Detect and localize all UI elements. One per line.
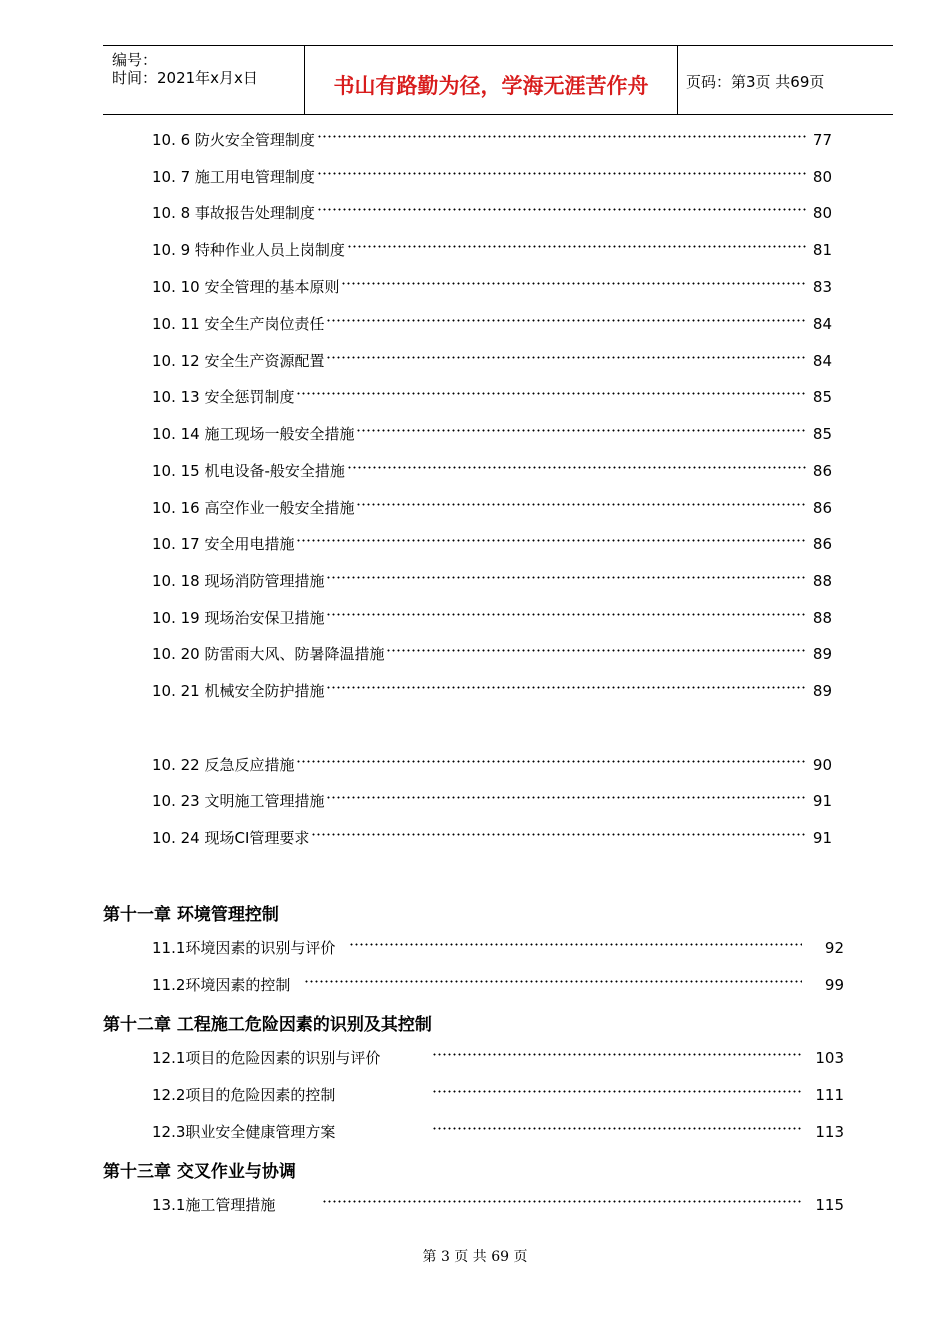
- header-page-number: 页码：第3页 共69页: [686, 73, 825, 91]
- toc-entry-page: 99: [824, 976, 844, 994]
- toc-entry-page: 84: [812, 352, 832, 370]
- toc-entry: [152, 1047, 844, 1069]
- toc-leader-dots: [317, 208, 806, 211]
- toc-leader-dots: [326, 576, 806, 579]
- toc-leader-dots: [317, 135, 806, 138]
- toc-leader-dots: [322, 1200, 802, 1203]
- toc-entry-label: 11.1环境因素的识别与评价: [152, 939, 336, 957]
- toc-entry-page: 80: [812, 204, 832, 222]
- toc-entry-label: 10. 11 安全生产岗位责任: [152, 315, 325, 333]
- toc-entry: [152, 790, 832, 812]
- toc-entry-page: 86: [812, 462, 832, 480]
- toc-entry: [152, 680, 832, 702]
- toc-entry-page: 90: [812, 756, 832, 774]
- toc-entry-label: 10. 18 现场消防管理措施: [152, 572, 325, 590]
- toc-leader-dots: [432, 1053, 802, 1056]
- toc-leader-dots: [386, 649, 806, 652]
- toc-entry: [152, 1194, 844, 1216]
- chapter-heading: 第十一章 环境管理控制: [103, 905, 279, 925]
- document-time-label: 时间：2021年x月x日: [112, 69, 258, 87]
- toc-entry-page: 89: [812, 645, 832, 663]
- toc-leader-dots: [296, 760, 806, 763]
- toc-entry-label: 10. 7 施工用电管理制度: [152, 168, 315, 186]
- toc-entry-label: 12.2项目的危险因素的控制: [152, 1086, 336, 1104]
- toc-leader-dots: [356, 429, 806, 432]
- toc-entry: [152, 754, 832, 776]
- toc-entry-label: 12.1项目的危险因素的识别与评价: [152, 1049, 381, 1067]
- toc-entry-label: 12.3职业安全健康管理方案: [152, 1123, 336, 1141]
- toc-leader-dots: [347, 245, 806, 248]
- toc-entry: [152, 1121, 844, 1143]
- chapter-heading: 第十三章 交叉作业与协调: [103, 1162, 296, 1182]
- toc-entry-page: 80: [812, 168, 832, 186]
- toc-entry: [152, 313, 832, 335]
- toc-entry-label: 10. 6 防火安全管理制度: [152, 131, 315, 149]
- toc-leader-dots: [347, 466, 806, 469]
- toc-entry-label: 10. 9 特种作业人员上岗制度: [152, 241, 345, 259]
- toc-entry: [152, 202, 832, 224]
- toc-entry-label: 10. 10 安全管理的基本原则: [152, 278, 340, 296]
- toc-entry-page: 88: [812, 609, 832, 627]
- toc-entry-page: 86: [812, 535, 832, 553]
- toc-entry-page: 91: [812, 829, 832, 847]
- toc-entry-label: 10. 23 文明施工管理措施: [152, 792, 325, 810]
- toc-entry-label: 10. 21 机械安全防护措施: [152, 682, 325, 700]
- toc-entry: [152, 239, 832, 261]
- toc-leader-dots: [296, 539, 806, 542]
- toc-leader-dots: [311, 833, 806, 836]
- toc-leader-dots: [326, 613, 806, 616]
- toc-entry-page: 92: [824, 939, 844, 957]
- toc-entry-page: 85: [812, 388, 832, 406]
- toc-leader-dots: [356, 503, 806, 506]
- toc-entry-page: 88: [812, 572, 832, 590]
- toc-leader-dots: [296, 392, 806, 395]
- toc-entry-label: 10. 19 现场治安保卫措施: [152, 609, 325, 627]
- toc-entry: [152, 607, 832, 629]
- toc-entry-label: 10. 12 安全生产资源配置: [152, 352, 325, 370]
- toc-entry-label: 10. 13 安全惩罚制度: [152, 388, 295, 406]
- toc-leader-dots: [432, 1127, 802, 1130]
- toc-entry: [152, 423, 832, 445]
- toc-leader-dots: [432, 1090, 802, 1093]
- toc-entry-page: 85: [812, 425, 832, 443]
- slogan: 书山有路勤为径，学海无涯苦作舟: [333, 73, 649, 98]
- toc-entry-page: 77: [812, 131, 832, 149]
- toc-entry: [152, 570, 832, 592]
- toc-entry-page: 111: [815, 1086, 844, 1104]
- toc-entry: [152, 937, 844, 959]
- page-footer: 第 3 页 共 69 页: [422, 1249, 528, 1265]
- toc-entry: [152, 276, 832, 298]
- toc-entry-label: 10. 15 机电设备-般安全措施: [152, 462, 345, 480]
- toc-entry: [152, 386, 832, 408]
- toc-entry-label: 11.2环境因素的控制: [152, 976, 291, 994]
- toc-entry-label: 10. 14 施工现场一般安全措施: [152, 425, 355, 443]
- toc-leader-dots: [341, 282, 806, 285]
- toc-entry: [152, 497, 832, 519]
- toc-leader-dots: [349, 943, 802, 946]
- toc-entry-label: 10. 24 现场CI管理要求: [152, 829, 310, 847]
- toc-entry-label: 10. 22 反急反应措施: [152, 756, 295, 774]
- toc-entry-label: 10. 20 防雷雨大风、防暑降温措施: [152, 645, 385, 663]
- toc-entry-page: 115: [815, 1196, 844, 1214]
- toc-entry: [152, 827, 832, 849]
- toc-entry-page: 89: [812, 682, 832, 700]
- toc-entry-label: 13.1施工管理措施: [152, 1196, 276, 1214]
- toc-entry: [152, 643, 832, 665]
- toc-leader-dots: [304, 980, 802, 983]
- toc-leader-dots: [317, 172, 806, 175]
- toc-leader-dots: [326, 686, 806, 689]
- chapter-heading: 第十二章 工程施工危险因素的识别及其控制: [103, 1015, 432, 1035]
- toc-entry-page: 86: [812, 499, 832, 517]
- toc-entry: [152, 350, 832, 372]
- toc-entry: [152, 974, 844, 996]
- toc-entry: [152, 533, 832, 555]
- toc-entry-page: 84: [812, 315, 832, 333]
- toc-entry: [152, 129, 832, 151]
- toc-entry-page: 103: [815, 1049, 844, 1067]
- toc-entry-label: 10. 8 事故报告处理制度: [152, 204, 315, 222]
- toc-entry-label: 10. 17 安全用电措施: [152, 535, 295, 553]
- toc-leader-dots: [326, 319, 806, 322]
- toc-entry-page: 83: [812, 278, 832, 296]
- toc-entry: [152, 166, 832, 188]
- toc-leader-dots: [326, 356, 806, 359]
- toc-leader-dots: [326, 796, 806, 799]
- toc-entry-page: 81: [812, 241, 832, 259]
- toc-entry: [152, 1084, 844, 1106]
- toc-entry: [152, 460, 832, 482]
- document-number-label: 编号：: [112, 51, 158, 69]
- toc-entry-page: 113: [815, 1123, 844, 1141]
- toc-entry-page: 91: [812, 792, 832, 810]
- toc-entry-label: 10. 16 高空作业一般安全措施: [152, 499, 355, 517]
